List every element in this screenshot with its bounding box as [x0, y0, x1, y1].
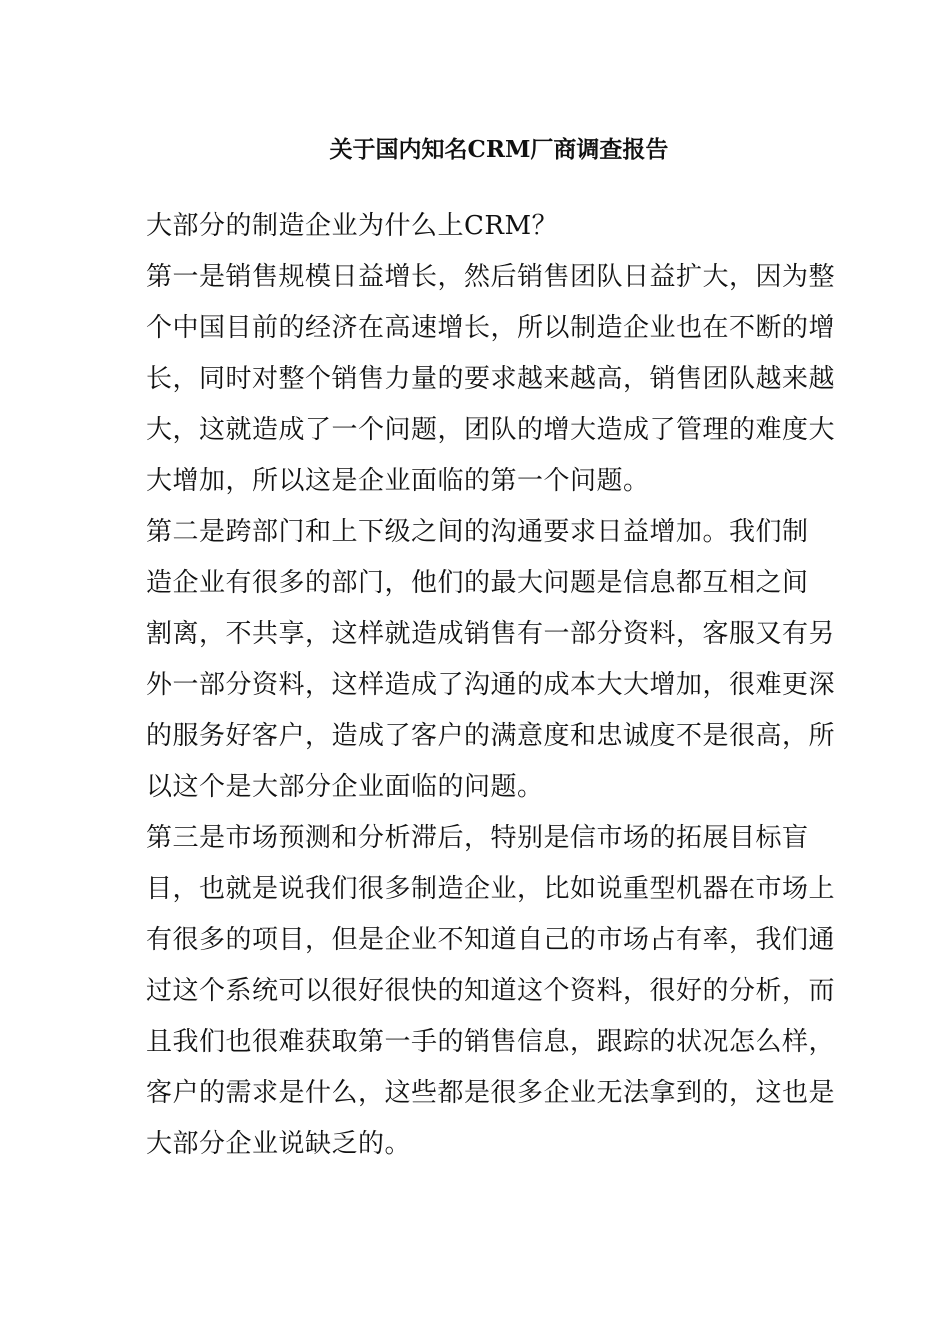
text-line: 目，也就是说我们很多制造企业，比如说重型机器在市场上 [146, 874, 836, 904]
text-line: 以这个是大部分企业面临的问题。 [146, 772, 544, 802]
text-line: 有很多的项目，但是企业不知道自己的市场占有率，我们通 [146, 925, 836, 955]
text-line: 的服务好客户，造成了客户的满意度和忠诚度不是很高，所 [146, 721, 836, 751]
text-line: 第一是销售规模日益增长，然后销售团队日益扩大，因为整 [146, 262, 836, 292]
text-line: 过这个系统可以很好很快的知道这个资料，很好的分析，而 [146, 976, 836, 1006]
text-line: 大部分企业说缺乏的。 [146, 1129, 412, 1159]
text-line: 第二是跨部门和上下级之间的沟通要求日益增加。我们制 [146, 517, 809, 547]
document-body [146, 201, 836, 1170]
document-title: 关于国内知名CRM厂商调查报告 [329, 136, 669, 163]
text-line: 大，这就造成了一个问题，团队的增大造成了管理的难度大 [146, 415, 836, 445]
text-line: 第三是市场预测和分析滞后，特别是信市场的拓展目标盲 [146, 823, 809, 853]
text-line: 大增加，所以这是企业面临的第一个问题。 [146, 466, 650, 496]
question-line: 大部分的制造企业为什么上CRM？ [146, 211, 559, 241]
text-line: 外一部分资料，这样造成了沟通的成本大大增加，很难更深 [146, 670, 836, 700]
text-line: 客户的需求是什么，这些都是很多企业无法拿到的，这也是 [146, 1078, 836, 1108]
text-line: 造企业有很多的部门，他们的最大问题是信息都互相之间 [146, 568, 809, 598]
text-line: 长，同时对整个销售力量的要求越来越高，销售团队越来越 [146, 364, 836, 394]
text-line: 且我们也很难获取第一手的销售信息，跟踪的状况怎么样， [146, 1027, 836, 1057]
text-line: 割离，不共享，这样就造成销售有一部分资料，客服又有另 [146, 619, 836, 649]
text-line: 个中国目前的经济在高速增长，所以制造企业也在不断的增 [146, 313, 836, 343]
